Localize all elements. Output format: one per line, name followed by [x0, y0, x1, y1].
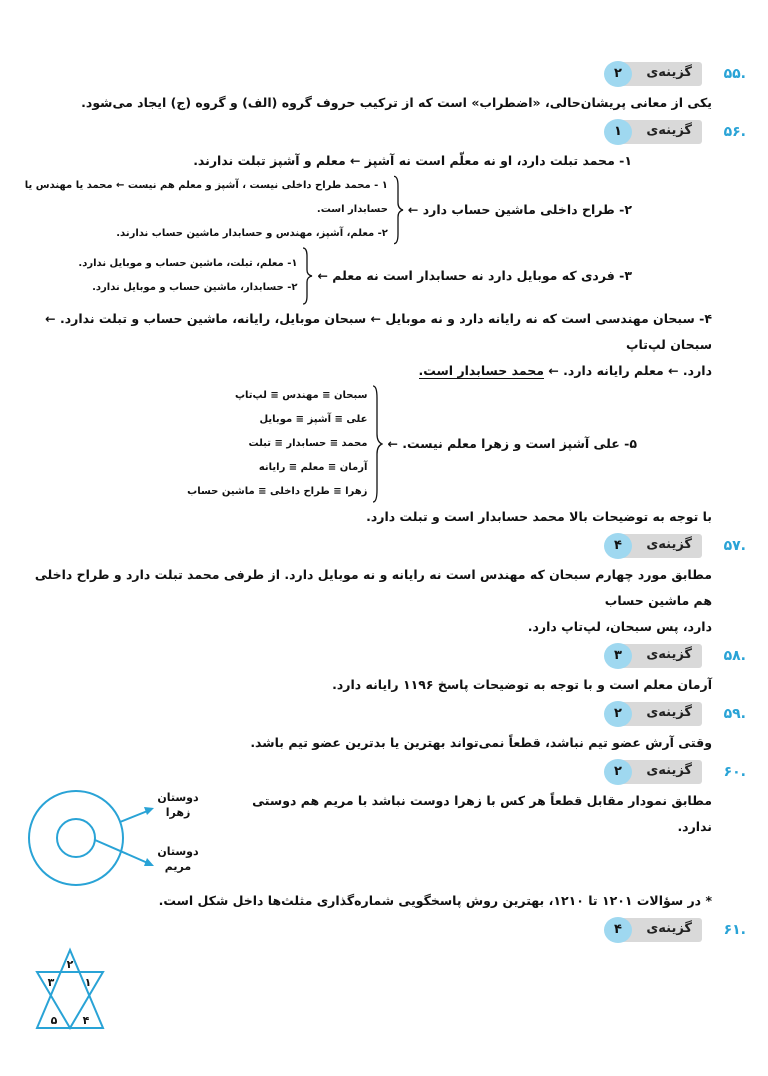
- mapping-table: [187, 384, 367, 504]
- star-label-4: ۴: [82, 1014, 90, 1027]
- question-header: [24, 60, 746, 88]
- question-number: .۵۵: [723, 66, 746, 82]
- conclusion: با توجه به توضیحات بالا محمد حسابدار است و تبلت دارد.: [366, 509, 712, 524]
- answer-text-cont: دارد، پس سبحان، لپ‌تاپ دارد.: [527, 619, 712, 634]
- step-4: ۴- سبحان مهندسی است که نه رایانه دارد و نه موبایل ← سبحان موبایل، رایانه، ماشین حساب و تبلت ندارد. ← سبحان لپ‌تاپ: [45, 311, 712, 352]
- step-2-sub-1: ۱ - محمد طراح داخلی نیست ، آشپز و معلم هم نیست ← محمد یا مهندس یا حسابدار است.: [24, 180, 388, 215]
- label-line: مریم: [164, 860, 192, 873]
- label-line: دوستان: [157, 845, 199, 858]
- star-label-5: ۵: [50, 1014, 58, 1027]
- inner-circle: [57, 819, 95, 857]
- brace: [371, 384, 383, 504]
- mapping-row: علی ≡ آشپز ≡ موبایل: [259, 414, 368, 425]
- step-4-cont-text: دارد. ← معلم رایانه دارد. ←: [548, 363, 712, 378]
- inner-circle-label: [156, 844, 200, 874]
- option-number: ۳: [604, 643, 632, 669]
- star-label-3: ۳: [47, 976, 55, 989]
- arrowhead: [144, 858, 154, 866]
- star-label-2: ۲: [66, 958, 74, 971]
- question-header: [24, 642, 746, 670]
- step-3-sub-1: ۱- معلم، تبلت، ماشین حساب و موبایل ندارد.: [78, 258, 298, 269]
- option-label: گزینه‌ی: [646, 537, 692, 552]
- note-text: * در سؤالات ۱۲۰۱ تا ۱۲۱۰، بهترین روش پاسخگویی شماره‌گذاری مثلث‌ها داخل شکل است.: [158, 893, 712, 908]
- question-number: .۵۸: [723, 648, 746, 664]
- answer-badge: [604, 918, 702, 942]
- step-3-sub-2: ۲- حسابدار، ماشین حساب و موبایل ندارد.: [92, 282, 298, 293]
- arrow-outer: [120, 810, 150, 822]
- answer-badge: [604, 760, 702, 784]
- step-2-subs: [24, 174, 388, 246]
- answer-text: یکی از معانی پریشان‌حالی، «اضطراب» است که از ترکیب حروف گروه (الف) و گروه (ج) ایجاد می‌شود.: [81, 95, 712, 110]
- option-label: گزینه‌ی: [646, 123, 692, 138]
- arrowhead: [144, 807, 154, 815]
- option-number: ۲: [604, 61, 632, 87]
- step-2: ۲- طراح داخلی ماشین حساب دارد ←: [407, 202, 632, 217]
- question-header: [24, 700, 746, 728]
- mapping-row: محمد ≡ حسابدار ≡ تبلت: [248, 438, 368, 449]
- option-number: ۲: [604, 759, 632, 785]
- answer-text: مطابق مورد چهارم سبحان که مهندس است نه رایانه و نه موبایل دارد. از طرفی محمد تبلت دارد و طراح داخلی هم ماشین حساب: [34, 567, 712, 608]
- option-number: ۴: [604, 533, 632, 559]
- star-label-1: ۱: [84, 976, 92, 989]
- step-2-sub-2: ۲- معلم، آشپز، مهندس و حسابدار ماشین حساب ندارند.: [116, 228, 388, 239]
- mapping-row: زهرا ≡ طراح داخلی ≡ ماشین حساب: [187, 486, 368, 497]
- question-number: .۵۹: [723, 706, 746, 722]
- option-number: ۱: [604, 119, 632, 145]
- step-5: ۵- علی آشپز است و زهرا معلم نیست. ←: [387, 436, 637, 451]
- answer-badge: [604, 120, 702, 144]
- star-figure: [30, 946, 130, 1036]
- star-svg: [30, 946, 130, 1036]
- answer-text: آرمان معلم است و با توجه به توضیحات پاسخ ۱۱۹۶ رایانه دارد.: [332, 677, 712, 692]
- option-label: گزینه‌ی: [646, 763, 692, 778]
- question-header: [24, 118, 746, 146]
- question-number: .۶۰: [723, 764, 746, 780]
- outer-circle: [29, 791, 123, 885]
- question-header: [24, 758, 746, 786]
- brace: [301, 246, 313, 306]
- question-number: .۵۶: [723, 124, 746, 140]
- step-4-conclusion: محمد حسابدار است.: [418, 363, 544, 378]
- question-number: .۵۷: [723, 538, 746, 554]
- option-number: ۴: [604, 917, 632, 943]
- q60-content: [24, 788, 746, 888]
- mapping-row: آرمان ≡ معلم ≡ رایانه: [258, 462, 368, 473]
- answer-badge: [604, 702, 702, 726]
- outer-circle-label: [156, 790, 200, 820]
- brace: [392, 174, 404, 246]
- question-number: .۶۱: [723, 922, 746, 938]
- answer-badge: [604, 62, 702, 86]
- step-3-subs: [78, 252, 297, 300]
- friends-diagram: [24, 788, 221, 888]
- step-3-row: [24, 246, 746, 306]
- step-3: ۳- فردی که موبایل دارد نه حسابدار است نه معلم ←: [317, 268, 632, 283]
- question-header: [24, 532, 746, 560]
- answer-badge: [604, 644, 702, 668]
- label-line: دوستان: [157, 791, 199, 804]
- option-label: گزینه‌ی: [646, 921, 692, 936]
- step-5-row: [24, 384, 746, 504]
- option-number: ۲: [604, 701, 632, 727]
- step-1: ۱- محمد تبلت دارد، او نه معلّم است نه آشپز ← معلم و آشپز تبلت ندارند.: [193, 153, 632, 168]
- option-label: گزینه‌ی: [646, 65, 692, 80]
- option-label: گزینه‌ی: [646, 647, 692, 662]
- answer-text: مطابق نمودار مقابل قطعاً هر کس با زهرا دوست نباشد با مریم هم دوستی ندارد.: [252, 793, 712, 834]
- option-label: گزینه‌ی: [646, 705, 692, 720]
- label-line: زهرا: [165, 806, 191, 819]
- answer-text: وقتی آرش عضو تیم نباشد، قطعاً نمی‌تواند بهترین یا بدترین عضو تیم باشد.: [250, 735, 712, 750]
- step-4-cont: [24, 358, 746, 384]
- mapping-row: سبحان ≡ مهندس ≡ لپ‌تاپ: [234, 390, 368, 401]
- question-header: [24, 916, 746, 944]
- answer-badge: [604, 534, 702, 558]
- step-2-row: [24, 174, 746, 246]
